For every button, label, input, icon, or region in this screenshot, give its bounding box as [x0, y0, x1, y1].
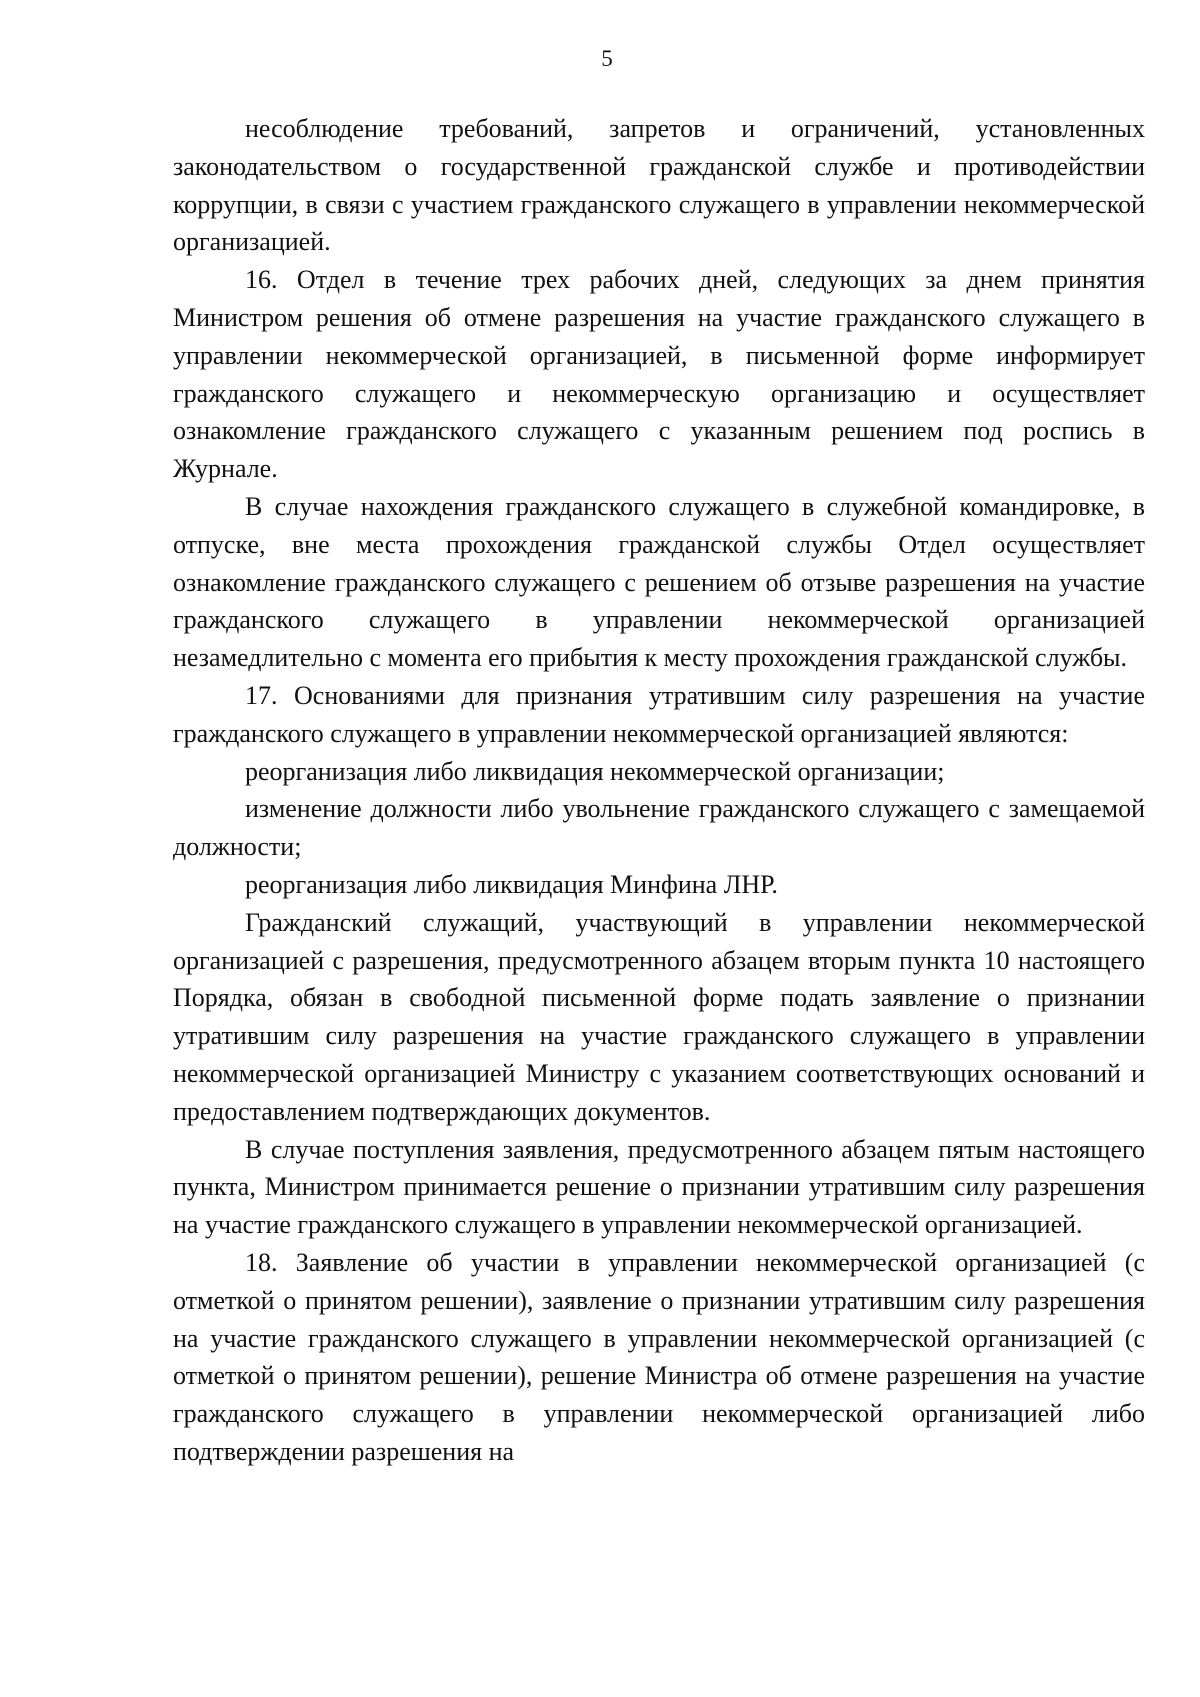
list-item-position-change: изменение должности либо увольнение гражданского служащего с замещаемой должности; [173, 794, 1145, 862]
paragraph-item-18: 18. Заявление об участии в управлении некоммерческой организацией (с отметкой о принятом решении), заявление о признании утратившим силу разрешения на участие гражданского служащего в управлении некоммерческой организацией (с отметкой о принятом решении), решение Министра об отмене разрешения на участие гражданского служащего в управлении некоммерческой организацией либо подтверждении разрешения на [173, 1247, 1145, 1466]
paragraph-item-17: 17. Основаниями для признания утратившим силу разрешения на участие гражданского служащего в управлении некоммерческой организацией являются: [173, 680, 1145, 748]
paragraph-minister-decision: В случае поступления заявления, предусмотренного абзацем пятым настоящего пункта, Министром принимается решение о признании утратившим силу разрешения на участие гражданского служащего в управлении некоммерческой организацией. [173, 1134, 1145, 1240]
list-item-reorganization-nko: реорганизация либо ликвидация некоммерческой организации; [245, 756, 945, 786]
paragraph-business-trip: В случае нахождения гражданского служащего в служебной командировке, в отпуске, вне места прохождения гражданской службы Отдел осуществляет ознакомление гражданского служащего с решением об отзыве разрешения на участие гражданского служащего в управлении некоммерческой организацией незамедлительно с момента его прибытия к месту прохождения гражданской службы. [173, 491, 1145, 673]
paragraph-continuation: несоблюдение требований, запретов и ограничений, установленных законодательством о государственной гражданской службе и противодействии коррупции, в связи с участием гражданского служащего в управлении некоммерческой организацией. [173, 114, 1145, 257]
page-number: 5 [601, 46, 613, 71]
document-body [173, 110, 1145, 1471]
list-item-reorganization-minfin: реорганизация либо ликвидация Минфина ЛНР. [245, 869, 778, 899]
paragraph-item-16: 16. Отдел в течение трех рабочих дней, следующих за днем принятия Министром решения об отмене разрешения на участие гражданского служащего в управлении некоммерческой организацией, в письменной форме информирует гражданского служащего и некоммерческую организацию и осуществляет ознакомление гражданского служащего с указанным решением под роспись в Журнале. [173, 265, 1145, 484]
paragraph-application-duty: Гражданский служащий, участвующий в управлении некоммерческой организацией с разрешения, предусмотренного абзацем вторым пункта 10 настоящего Порядка, обязан в свободной письменной форме подать заявление о признании утратившим силу разрешения на участие гражданского служащего в управлении некоммерческой организацией Министру с указанием соответствующих оснований и предоставлением подтверждающих документов. [173, 907, 1145, 1126]
